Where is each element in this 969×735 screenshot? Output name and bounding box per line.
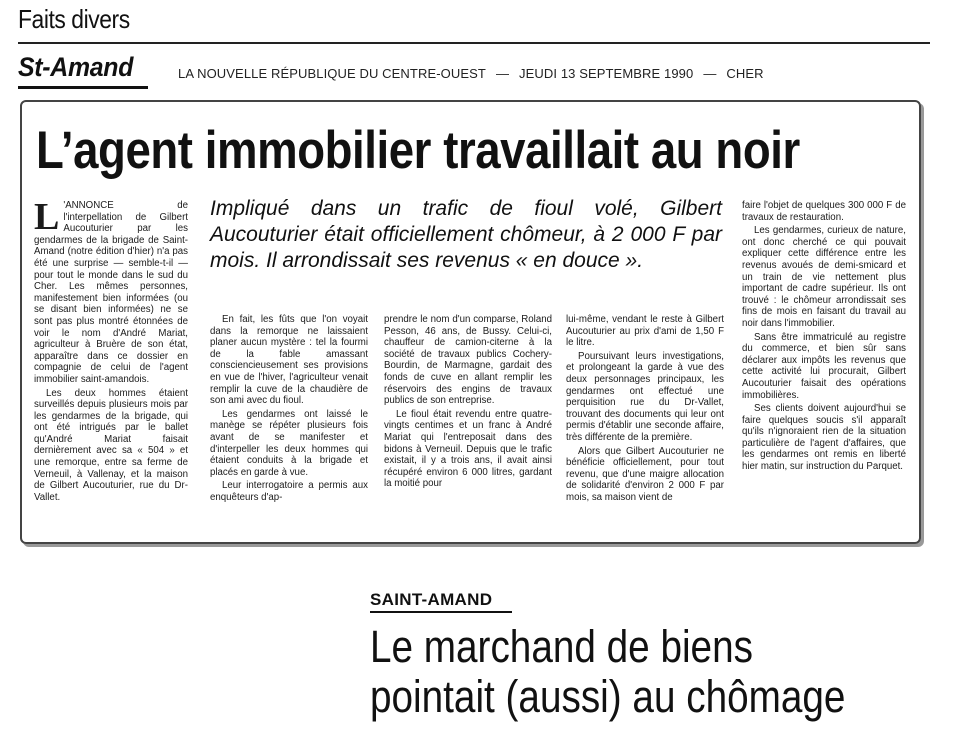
top-rule	[18, 42, 930, 44]
paragraph: Le fioul était revendu entre quatre-vingts centimes et un franc à André Mariat qui l'entreposait dans des bidons à Verneuil. Depuis que le trafic existait, il y a trois ans, il avait ainsi récupéré environ 6 000 litres, gardant la moitié pour	[384, 408, 552, 490]
article-column-1	[34, 196, 188, 505]
article-column-4	[566, 314, 724, 506]
section-tag: Faits divers	[18, 4, 130, 34]
paragraph: Ses clients doivent aujourd'hui se faire quelques soucis s'il apparaît qu'ils n'ignoraient rien de la situation particulière de l'agent d'affaires, que les gendarmes ont remis en liberté hier matin, sur instruction du Parquet.	[742, 403, 906, 473]
paragraph-text: 'ANNONCE de l'interpellation de Gilbert Aucouturier par les gendarmes de la brigade de Saint-Amand (notre édition d'hier) n'a pas été une surprise — semble-t-il — pour tout le monde dans le sud du Cher. Les mêmes personnes, manifestement bien informées (ou se disant bien informées) ne se sont pas plus montré étonnées de voir le nom d'André Mariat, agriculteur à Bruère de son état, apparaître dans ce dossier en compagnie de celui de l'agent immobilier saint-amandois.	[34, 200, 188, 385]
paragraph: Les gendarmes ont laissé le manège se répéter plusieurs fois avant de se manifester et d'interpeller les deux hommes qui étaient conduits à la brigade et placés en garde à vue.	[210, 408, 368, 478]
region-label: CHER	[726, 66, 764, 81]
headline-line: pointait (aussi) au chômage	[370, 671, 846, 722]
kicker-underline	[370, 611, 512, 613]
publication-date: JEUDI 13 SEPTEMBRE 1990	[519, 66, 694, 81]
paragraph: Sans être immatriculé au registre du commerce, et bien sûr sans déclarer aux impôts les revenus que cette activité lui procurait, Gilbert Aucouturier faisait des opérations immobilières.	[742, 331, 906, 401]
newspaper-name: LA NOUVELLE RÉPUBLIQUE DU CENTRE-OUEST	[178, 66, 486, 81]
paragraph: faire l'objet de quelques 300 000 F de travaux de restauration.	[742, 200, 906, 223]
paragraph: Les gendarmes, curieux de nature, ont donc cherché ce qui pouvait expliquer cette différence entre les revenus avoués de demi-smicard et un train de vie nettement plus important de cadre supérieur. Ils ont trouvé : le chômeur arrondissait ses fins de mois en faisant du travail au noir dans l'immobilier.	[742, 225, 906, 329]
dateline	[178, 66, 764, 81]
paragraph: lui-même, vendant le reste à Gilbert Aucouturier au prix d'ami de 1,50 F le litre.	[566, 314, 724, 349]
paragraph	[34, 196, 188, 386]
rubric-underline	[18, 86, 148, 89]
paragraph: Poursuivant leurs investigations, et prolongeant la garde à vue des deux personnages principaux, les gendarmes ont effectué une perquisition rue du Dr-Vallet, trouvant des documents qui leur ont permis d'établir une seconde affaire, très différente de la première.	[566, 350, 724, 443]
headline-line: Le marchand de biens	[370, 621, 753, 672]
paragraph: Les deux hommes étaient surveillés depuis plusieurs mois par les gendarmes de la brigade, qui ont été intrigués par le ballet qu'André Mariat faisait dernièrement avec sa « 504 » et une remorque, entre sa ferme de Verneuil, à Vallenay, et la maison de Gilbert Aucouturier, rue du Dr-Vallet.	[34, 387, 188, 503]
paragraph: prendre le nom d'un comparse, Roland Pesson, 46 ans, de Bussy. Celui-ci, chauffeur de camion-citerne à la société de travaux publics Cochery-Bourdin, de Marmagne, gardait des fonds de cuve en allant remplir les réservoirs des engins de travaux publics de son entreprise.	[384, 314, 552, 407]
dateline-separator: —	[703, 66, 717, 81]
paragraph: Leur interrogatoire a permis aux enquêteurs d'ap-	[210, 480, 368, 503]
paragraph: Alors que Gilbert Aucouturier ne bénéficie officiellement, pour tout revenu, que d'une maigre allocation de solidarité d'environ 2 000 F par mois, sa maison vient de	[566, 445, 724, 503]
article-column-3	[384, 314, 552, 492]
article-headline: L’agent immobilier travaillait au noir	[36, 121, 800, 180]
article-column-5	[742, 200, 906, 475]
rubric-label: St-Amand	[18, 52, 134, 82]
paragraph: En fait, les fûts que l'on voyait dans la remorque ne laissaient planer aucun mystère : tel la fourmi de la fable amassant consciencieusement ses provisions en vue de l'hiver, l'agriculteur venait remplir la cuve de la chaudière de son ami avec du fioul.	[210, 314, 368, 407]
drop-cap: L	[34, 196, 60, 238]
second-clipping-headline	[370, 622, 845, 722]
article-lead: Impliqué dans un trafic de fioul volé, Gilbert Aucouturier était officiellement chômeur, à 2 000 F par mois. Il arrondissait ses revenus « en douce ».	[210, 197, 722, 272]
second-clipping-kicker: SAINT-AMAND	[370, 590, 493, 609]
article-column-2	[210, 314, 368, 506]
dateline-separator: —	[495, 66, 510, 81]
